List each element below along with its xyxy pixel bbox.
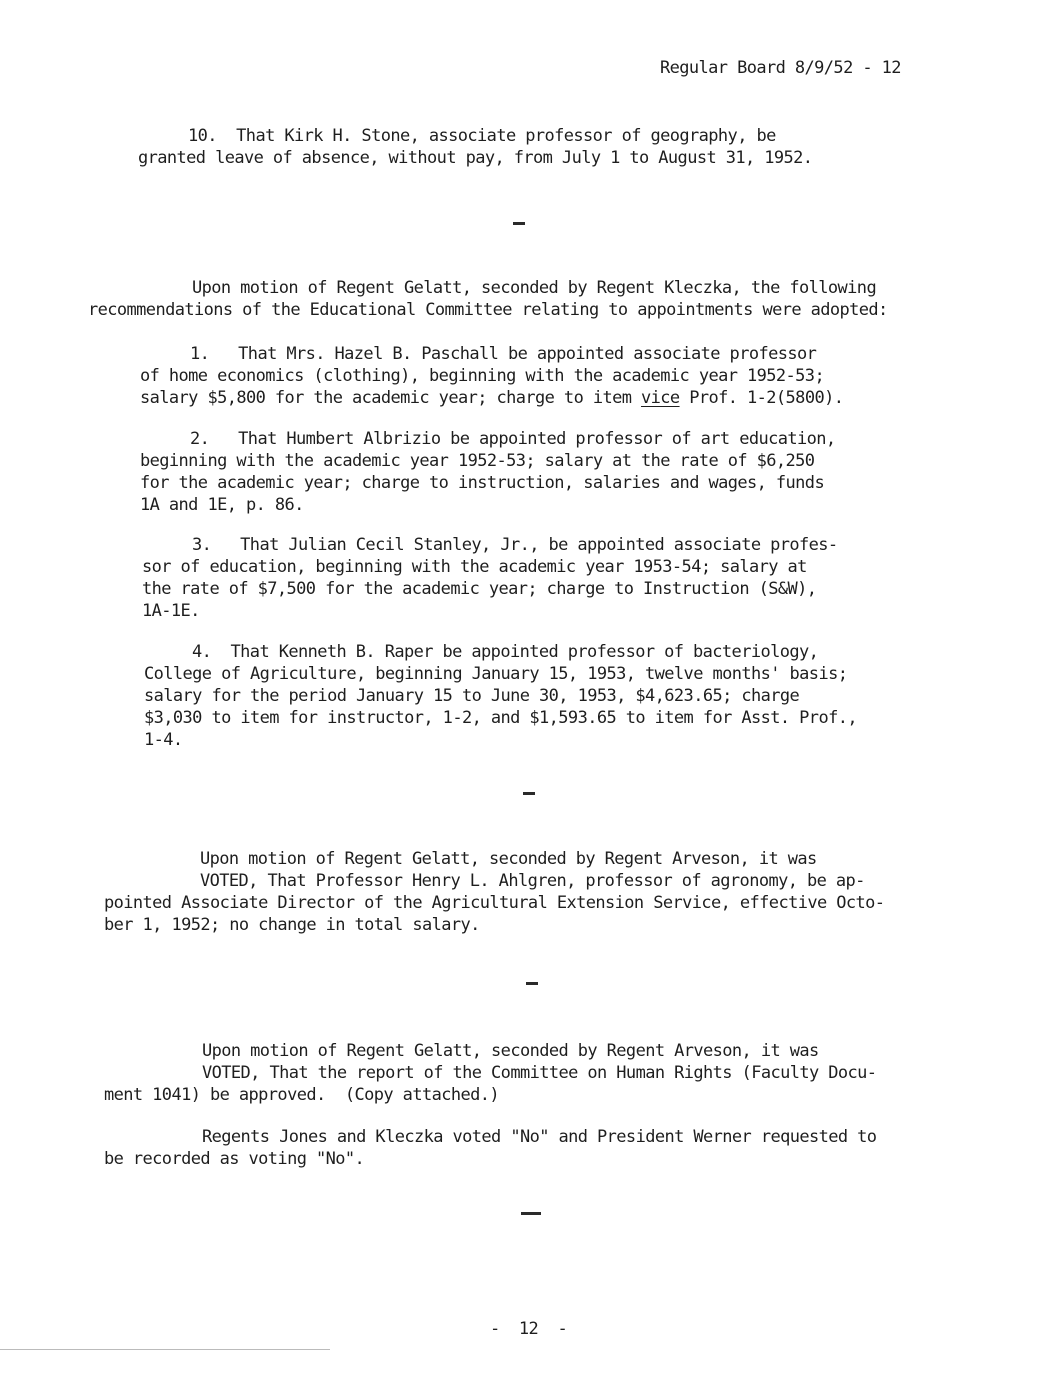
line: 4. That Kenneth B. Raper be appointed professor of bacteriology, xyxy=(192,642,819,662)
line: ment 1041) be approved. (Copy attached.) xyxy=(104,1085,500,1105)
appointment-3 xyxy=(142,534,838,622)
line: $3,030 to item for instructor, 1-2, and $1,593.65 to item for Asst. Prof., xyxy=(144,708,857,728)
line xyxy=(140,387,843,409)
line: Upon motion of Regent Gelatt, seconded by Regent Kleczka, the following xyxy=(192,278,877,298)
line: granted leave of absence, without pay, from July 1 to August 31, 1952. xyxy=(138,148,813,168)
line: 10. That Kirk H. Stone, associate professor of geography, be xyxy=(188,126,776,146)
line: 2. That Humbert Albrizio be appointed professor of art education, xyxy=(190,429,836,449)
appointment-1 xyxy=(140,343,843,409)
page-number: - 12 - xyxy=(490,1319,568,1339)
line: 1. That Mrs. Hazel B. Paschall be appointed associate professor xyxy=(190,344,817,364)
motion-educational-appointments xyxy=(88,277,888,321)
line: the rate of $7,500 for the academic year; charge to Instruction (S&W), xyxy=(142,579,817,599)
line: VOTED, That Professor Henry L. Ahlgren, professor of agronomy, be ap- xyxy=(200,871,865,891)
text-run: Prof. 1-2(5800). xyxy=(679,388,844,408)
line: Upon motion of Regent Gelatt, seconded by Regent Arveson, it was xyxy=(202,1041,819,1061)
page-header: Regular Board 8/9/52 - 12 xyxy=(660,58,901,78)
section-divider xyxy=(526,982,538,985)
line: Regents Jones and Kleczka voted "No" and President Werner requested to xyxy=(202,1127,877,1147)
appointment-4 xyxy=(144,641,857,751)
line: 1A and 1E, p. 86. xyxy=(140,495,304,515)
line: beginning with the academic year 1952-53; salary at the rate of $6,250 xyxy=(140,451,815,471)
text-run: salary $5,800 for the academic year; charge to item xyxy=(140,388,642,408)
line: for the academic year; charge to instruction, salaries and wages, funds xyxy=(140,473,825,493)
section-divider xyxy=(513,222,525,225)
vote-note xyxy=(104,1126,876,1170)
line: Upon motion of Regent Gelatt, seconded by Regent Arveson, it was xyxy=(200,849,817,869)
underlined-word: vice xyxy=(641,388,680,408)
line: ber 1, 1952; no change in total salary. xyxy=(104,915,480,935)
section-divider xyxy=(523,792,535,795)
scan-edge-line xyxy=(0,1349,330,1350)
line: pointed Associate Director of the Agricultural Extension Service, effective Octo- xyxy=(104,893,885,913)
line: salary for the period January 15 to June 30, 1953, $4,623.65; charge xyxy=(144,686,800,706)
appointment-2 xyxy=(140,428,836,516)
line: College of Agriculture, beginning January 15, 1953, twelve months' basis; xyxy=(144,664,848,684)
section-divider xyxy=(521,1212,541,1215)
line: be recorded as voting "No". xyxy=(104,1149,365,1169)
line: 1-4. xyxy=(144,730,183,750)
line: of home economics (clothing), beginning with the academic year 1952-53; xyxy=(140,366,825,386)
line: recommendations of the Educational Committee relating to appointments were adopted: xyxy=(88,300,888,320)
line: 1A-1E. xyxy=(142,601,200,621)
motion-ahlgren xyxy=(104,848,884,936)
motion-human-rights xyxy=(104,1040,876,1106)
item-10 xyxy=(138,125,812,169)
line: sor of education, beginning with the academic year 1953-54; salary at xyxy=(142,557,807,577)
line: 3. That Julian Cecil Stanley, Jr., be appointed associate profes- xyxy=(192,535,838,555)
line: VOTED, That the report of the Committee on Human Rights (Faculty Docu- xyxy=(202,1063,877,1083)
